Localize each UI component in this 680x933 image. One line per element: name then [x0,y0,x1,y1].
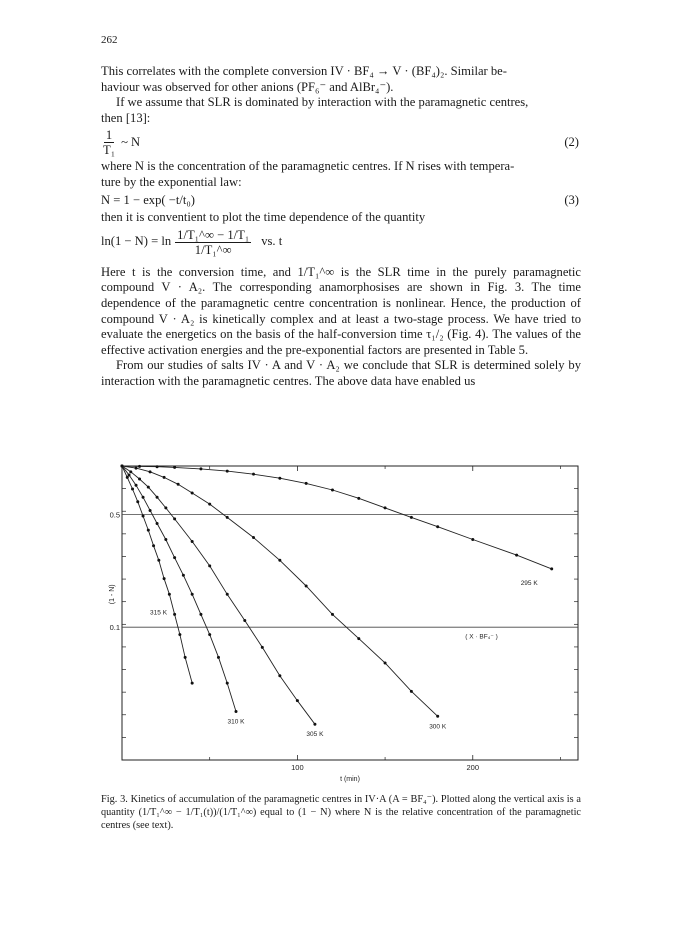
series-line [122,466,315,724]
data-point [163,476,166,479]
equation-2-label: (2) [564,135,579,150]
data-point [208,633,211,636]
paragraph-1: This correlates with the complete conversion IV · BF₄ → V · (BF₄)₂. Similar be- haviour was observed for other anions (PF₆⁻ and AlBr₄⁻). [101,64,507,94]
series-label: 310 K [227,718,245,726]
data-point [278,674,281,677]
data-point [184,656,187,659]
data-point [182,574,185,577]
series-line [122,466,552,569]
equation-3-label: (3) [564,192,579,207]
data-point [138,478,141,481]
inset-label: ( X · BF₄⁻ ) [465,633,498,641]
data-point [226,516,229,519]
series-label: 305 K [306,731,324,739]
data-point [135,484,138,487]
data-point [226,682,229,685]
series-line [122,466,236,712]
data-point [252,473,255,476]
equation-2: $\frac{1}{\text{T₁}}$ ~ N (2) [103,128,579,158]
data-point [217,656,220,659]
data-point [436,525,439,528]
data-point [208,503,211,506]
data-point [157,559,160,562]
equation-4: ln(1 − N) = ln $\frac{\text{1/T₁\textasciicircum{}∞ − 1/T₁}}{\text{1/T₁\textasciicircum{}∞}}$ vs. t [101,227,283,257]
data-point [152,544,155,547]
data-point [226,593,229,596]
data-point [136,500,139,503]
page-number: 262 [101,34,118,46]
series-label: 295 K [520,579,538,587]
body-text [101,64,581,390]
y-tick-label: 0.5 [109,510,120,520]
plot-frame [122,466,578,760]
data-point [199,613,202,616]
data-point [296,699,299,702]
data-point [410,516,413,519]
paragraph-5: Here t is the conversion time, and 1/T₁^∞ is the SLR time in the purely paramagnetic compound V · A₂. The corresponding anamorphosises are shown in Fig. 3. The time dependence of the paramagnetic centre concentration is nonlinear. Hence, the production of compound V · A₂ is kinetically complex and at least a two-stage process. We have tried to evaluate the energetics on the basis of the half-conversion time τ₁/₂ (Fig. 4). The values of the effective activation energies and the pre-exponential factors are presented in Table 5. [101,264,581,357]
data-point [261,646,264,649]
data-point [156,465,159,468]
data-point [128,473,131,476]
data-point [142,496,145,499]
data-point [313,723,316,726]
data-point [164,506,167,509]
paragraph-2: If we assume that SLR is dominated by interaction with the paramagnetic centres, then [13]: [101,95,529,125]
data-point [135,467,138,470]
data-point [177,483,180,486]
equation-3: N = 1 − exp( −t/t₀) (3) [101,192,579,207]
data-point [208,564,211,567]
data-point [331,488,334,491]
x-axis-label: t (min) [340,776,360,783]
data-point [357,637,360,640]
data-point [357,497,360,500]
data-point [191,540,194,543]
data-point [173,466,176,469]
data-point [252,536,255,539]
data-point [121,465,124,468]
x-tick-label: 100 [291,763,304,772]
data-point [278,477,281,480]
figure-3 [100,458,585,790]
data-point [410,690,413,693]
data-point [191,491,194,494]
series-label: 300 K [429,723,447,731]
data-point [142,514,145,517]
data-point [149,509,152,512]
data-point [305,585,308,588]
paragraph-4: then it is conventient to plot the time dependence of the quantity [101,210,426,225]
data-point [199,467,202,470]
data-point [129,470,132,473]
data-point [147,529,150,532]
data-point [471,538,474,541]
y-tick-label: 0.1 [109,623,120,633]
data-point [156,522,159,525]
kinetics-chart [100,458,585,790]
data-point [168,593,171,596]
data-point [436,715,439,718]
data-point [515,554,518,557]
data-point [226,470,229,473]
data-point [331,613,334,616]
series-line [122,466,438,716]
data-point [126,476,129,479]
data-point [384,506,387,509]
data-point [131,487,134,490]
data-point [191,593,194,596]
series-label: 315 K [150,609,168,617]
data-point [235,710,238,713]
data-point [156,496,159,499]
data-point [550,567,553,570]
paragraph-6: From our studies of salts IV · A and V · A₂ we conclude that SLR is determined solely by interaction with the paramagnetic centres. The above data have enabled us [101,358,581,388]
data-point [191,682,194,685]
data-point [173,613,176,616]
data-point [243,619,246,622]
figure-caption: Fig. 3. Kinetics of accumulation of the paramagnetic centres in IV·A (A = BF₄⁻). Plotted along the vertical axis is a quantity (1/T₁^∞ − 1/T₁(t))/(1/T₁^∞) equal to (1 − N) where N is the relative concentration of the paramagnetic centres (see text). [101,794,581,831]
data-point [384,661,387,664]
data-point [149,470,152,473]
data-point [164,538,167,541]
data-point [305,482,308,485]
data-point [138,465,141,468]
data-point [173,517,176,520]
data-point [173,556,176,559]
y-axis-label: (1 - N) [109,584,116,605]
data-point [178,633,181,636]
data-point [278,559,281,562]
x-tick-label: 200 [466,763,480,772]
paragraph-3: where N is the concentration of the paramagnetic centres. If N rises with tempera- ture by the exponential law: [101,159,515,189]
data-point [163,577,166,580]
data-point [147,486,150,489]
